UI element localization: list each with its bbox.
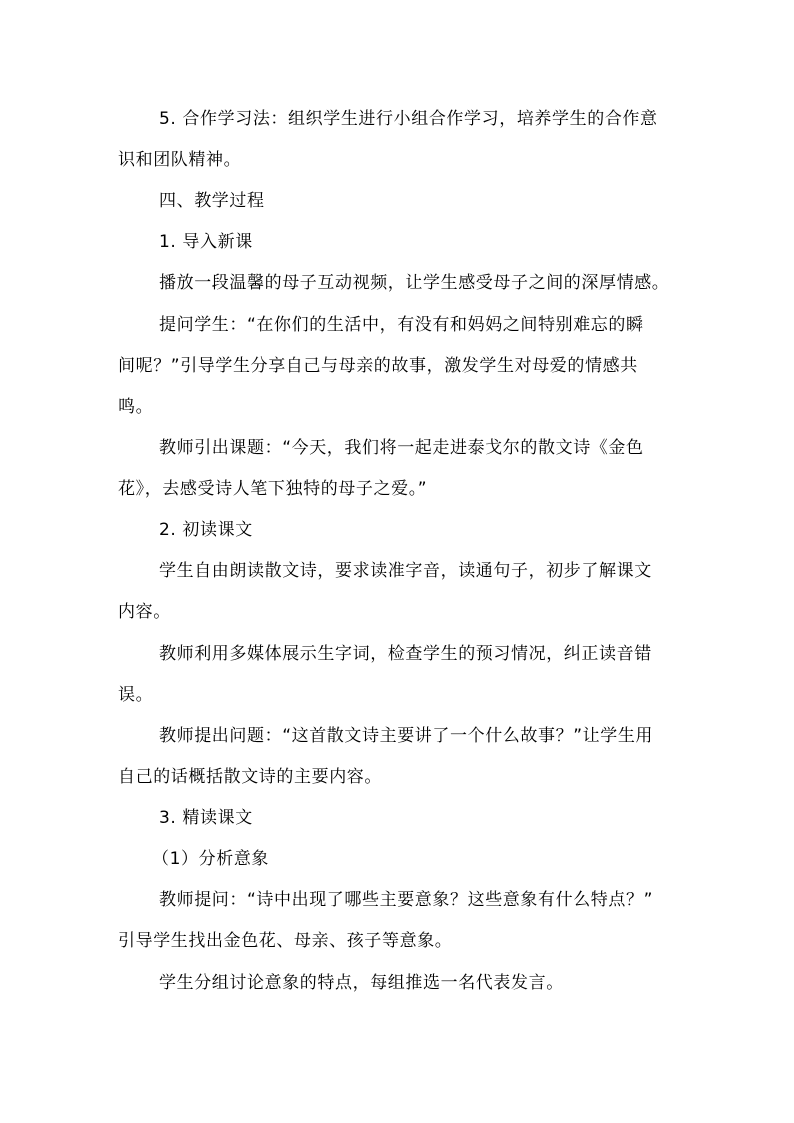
paragraph-line: 提问学生：“在你们的生活中，有没有和妈妈之间特别难忘的瞬 bbox=[159, 315, 644, 335]
paragraph-line: 5. 合作学习法：组织学生进行小组合作学习，培养学生的合作意 bbox=[159, 109, 658, 129]
subsection-heading: 3. 精读课文 bbox=[159, 808, 253, 828]
paragraph-line: 引导学生找出金色花、母亲、孩子等意象。 bbox=[118, 931, 453, 951]
paragraph-line: 识和团队精神。 bbox=[118, 150, 242, 170]
paragraph-line: 教师提问：“诗中出现了哪些主要意象？这些意象有什么特点？” bbox=[159, 890, 654, 910]
paragraph-line: 教师引出课题：“今天，我们将一起走进泰戈尔的散文诗《金色 bbox=[159, 438, 644, 458]
paragraph-line: 教师提出问题：“这首散文诗主要讲了一个什么故事？”让学生用 bbox=[159, 726, 654, 746]
paragraph-line: 教师利用多媒体展示生字词，检查学生的预习情况，纠正读音错 bbox=[159, 644, 652, 664]
paragraph-line: 学生自由朗读散文诗，要求读准字音，读通句子，初步了解课文 bbox=[159, 561, 652, 581]
paragraph-line: 花》，去感受诗人笔下独特的母子之爱。” bbox=[118, 479, 428, 499]
subsection-heading: 2. 初读课文 bbox=[159, 520, 253, 540]
sub-heading: （1）分析意象 bbox=[152, 849, 270, 869]
section-heading: 四、教学过程 bbox=[159, 191, 265, 211]
paragraph-line: 间呢？”引导学生分享自己与母亲的故事，激发学生对母爱的情感共 bbox=[118, 356, 638, 376]
paragraph-line: 学生分组讨论意象的特点，每组推选一名代表发言。 bbox=[159, 973, 564, 993]
paragraph-line: 内容。 bbox=[118, 602, 171, 622]
paragraph-line: 自己的话概括散文诗的主要内容。 bbox=[118, 767, 382, 787]
paragraph-line: 播放一段温馨的母子互动视频，让学生感受母子之间的深厚情感。 bbox=[159, 273, 670, 293]
paragraph-line: 误。 bbox=[118, 685, 154, 705]
subsection-heading: 1. 导入新课 bbox=[159, 232, 253, 252]
paragraph-line: 鸣。 bbox=[118, 397, 154, 417]
